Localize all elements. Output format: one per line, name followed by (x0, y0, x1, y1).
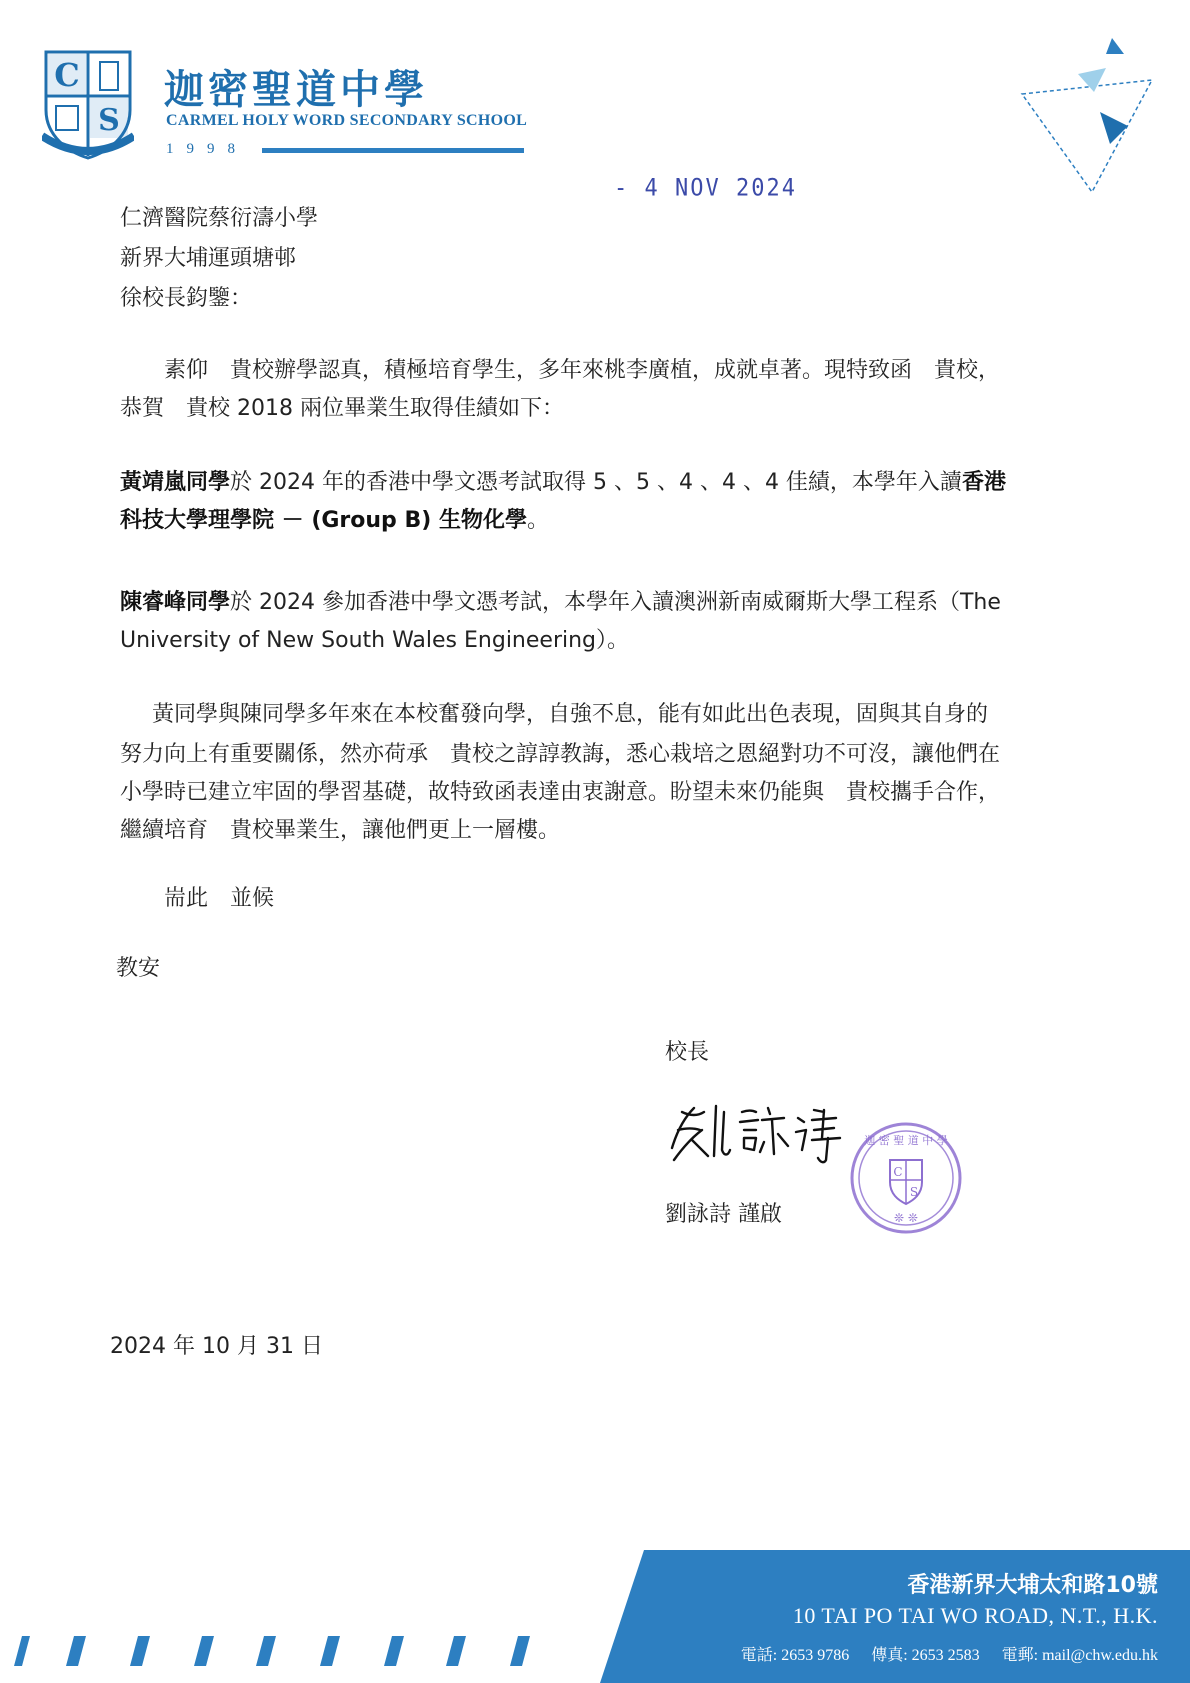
paragraph-4-line-2: 努力向上有重要關係，然亦荷承 貴校之諄諄教誨，悉心栽培之恩絕對功不可沒，讓他們在 (120, 742, 1001, 767)
recipient-school: 仁濟醫院蔡衍濤小學 (120, 206, 319, 231)
footer-slash-decoration (0, 1636, 600, 1666)
school-name-english: CARMEL HOLY WORD SECONDARY SCHOOL (166, 112, 528, 129)
svg-text:C: C (893, 1165, 903, 1179)
paragraph-1-line-2: 恭賀 貴校 2018 兩位畢業生取得佳績如下： (120, 396, 564, 421)
recipient-salutation: 徐校長鈞鑒： (120, 286, 253, 311)
svg-text:C: C (54, 56, 80, 94)
footer-contact (719, 1642, 1158, 1665)
student-name-2: 陳睿峰同學 (120, 590, 231, 615)
decorative-triangles (1020, 34, 1160, 204)
paragraph-2-line-2: 科技大學理學院 － (Group B) 生物化學。 (120, 508, 549, 533)
closing-line: 耑此 並候 (164, 886, 275, 911)
student-name-1: 黃靖嵐同學 (120, 470, 231, 495)
header-rule (262, 148, 524, 153)
founded-year: 1998 (166, 141, 248, 157)
closing-greeting: 教安 (116, 956, 161, 981)
paragraph-2-line-1: 黃靖嵐同學於 2024 年的香港中學文憑考試取得 5 、5 、4 、4 、4 佳績，本學年入讀香港 (120, 470, 1006, 495)
school-name-chinese: 迦密聖道中學 (164, 67, 428, 113)
svg-text:迦 密 聖 道 中 學: 迦 密 聖 道 中 學 (864, 1134, 948, 1147)
paragraph-3-line-2: University of New South Wales Engineering）。 (120, 628, 630, 653)
footer-address-chinese: 香港新界大埔太和路10號 (907, 1573, 1158, 1598)
paragraph-4-line-1: 黃同學與陳同學多年來在本校奮發向學，自強不息，能有如此出色表現，固與其自身的 (152, 702, 989, 727)
signatory-name: 劉詠詩 謹啟 (665, 1202, 782, 1227)
school-seal-stamp (848, 1120, 964, 1236)
recipient-address: 新界大埔運頭塘邨 (120, 246, 297, 271)
footer-fax: 傳真: 2653 2583 (871, 1647, 980, 1664)
paragraph-4-line-3: 小學時已建立牢固的學習基礎，故特致函表達由衷謝意。盼望未來仍能與 貴校攜手合作， (120, 780, 1001, 805)
school-crest-logo (42, 48, 134, 160)
footer-phone: 電話: 2653 9786 (740, 1647, 850, 1664)
received-date-stamp: - 4 NOV 2024 (614, 174, 797, 203)
paragraph-4-line-4: 繼續培育 貴校畢業生，讓他們更上一層樓。 (120, 818, 561, 843)
paragraph-1-line-1: 素仰 貴校辦學認真，積極培育學生，多年來桃李廣植，成就卓著。現特致函 貴校， (164, 358, 1001, 383)
svg-text:S: S (909, 1185, 919, 1199)
svg-text:S: S (98, 103, 120, 138)
letter-date: 2024 年 10 月 31 日 (110, 1334, 323, 1359)
paragraph-3-line-1: 陳睿峰同學於 2024 參加香港中學文憑考試，本學年入讀澳洲新南威爾斯大學工程系（The (120, 590, 1001, 615)
svg-text:❊ ❊: ❊ ❊ (894, 1211, 918, 1225)
programme-name-1: 科技大學理學院 － (Group B) 生物化學 (120, 508, 527, 533)
signatory-title: 校長 (665, 1040, 710, 1065)
handwritten-signature (664, 1090, 864, 1170)
footer-email: 電郵: mail@chw.edu.hk (1001, 1647, 1158, 1664)
footer-address-english: 10 TAI PO TAI WO ROAD, N.T., H.K. (792, 1603, 1158, 1628)
